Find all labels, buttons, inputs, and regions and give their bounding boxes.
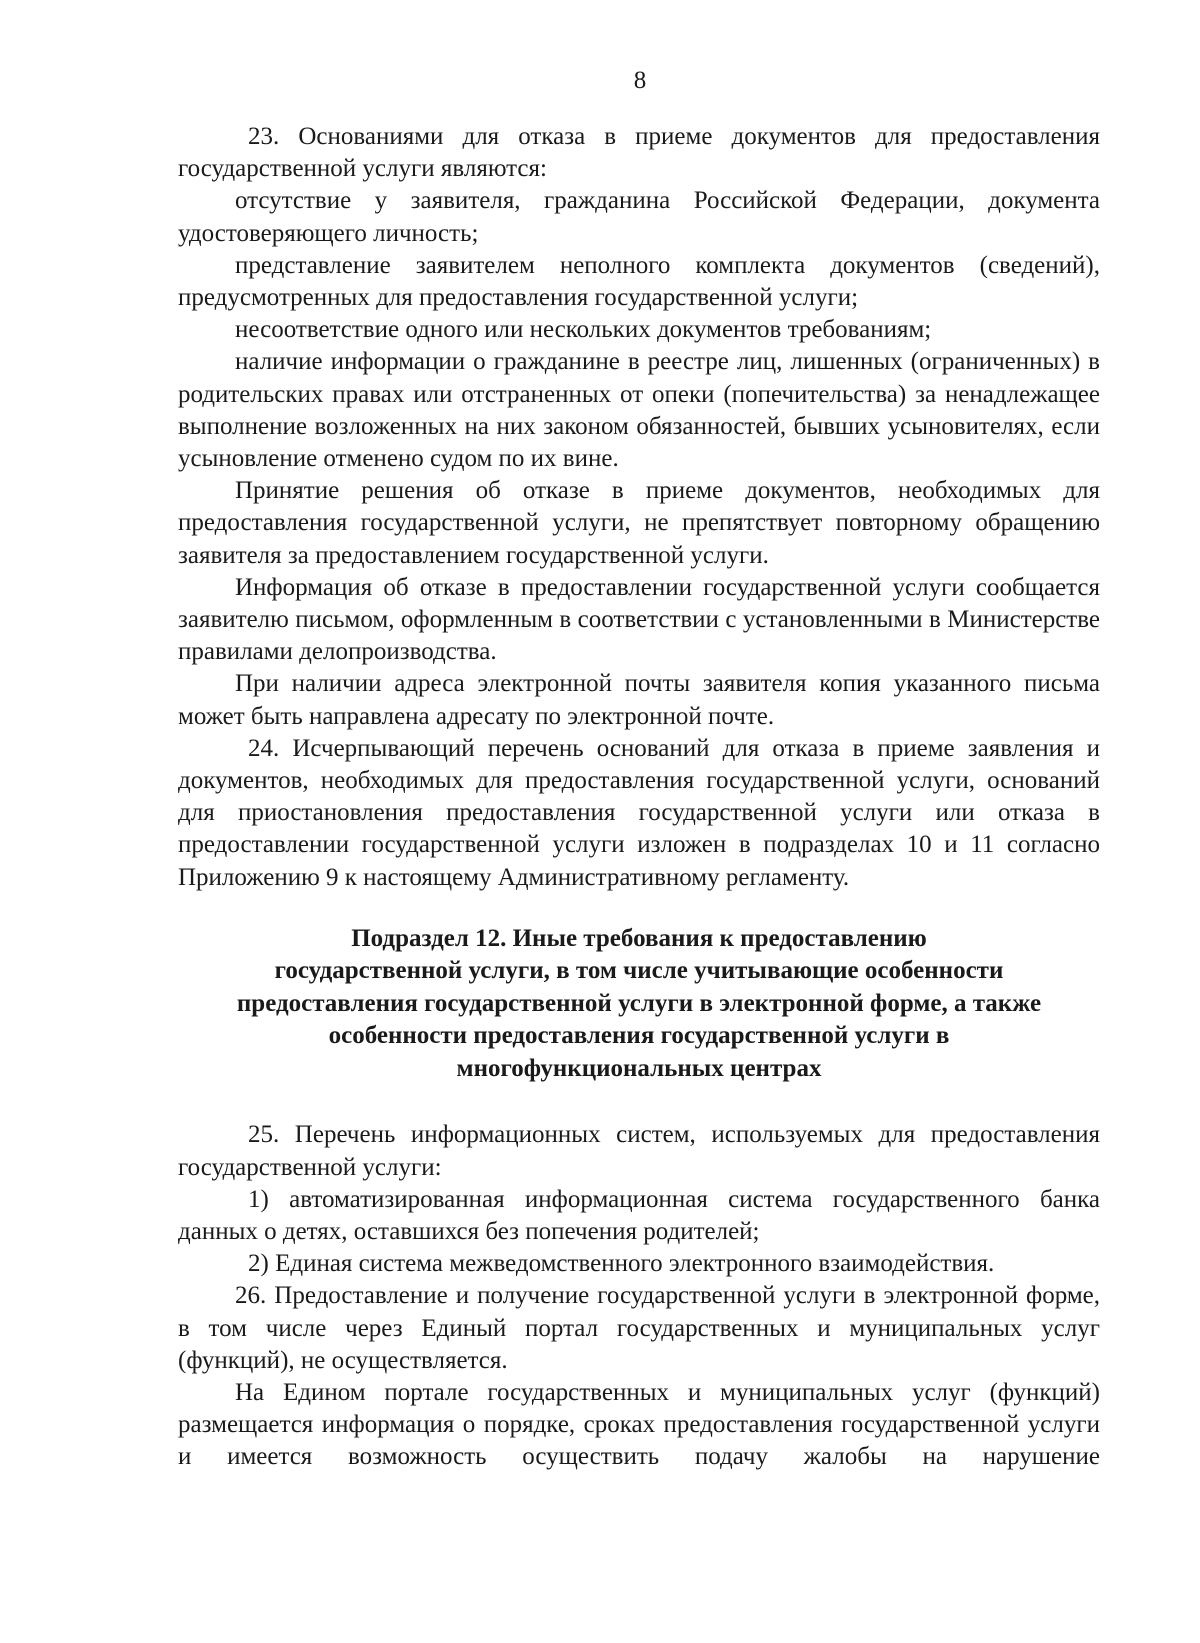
paragraph-23-item-1: отсутствие у заявителя, гражданина Российской Федерации, документа удостоверяющего личность; [178,187,1100,247]
page-number: 8 [633,67,647,94]
paragraph-portal-info: На Едином портале государственных и муниципальных услуг (функций) размещается информация о порядке, сроках предоставления государственной услуги и имеется возможность осуществить подачу жалобы на нарушение [178,1379,1100,1471]
paragraph-23-item-4: наличие информации о гражданине в реестре лиц, лишенных (ограниченных) в родительских правах или отстраненных от опеки (попечительства) за ненадлежащее выполнение возложенных на них законом обязанностей, бывших усыновителях, если усыновление отменено судом по их вине. [178,348,1100,473]
heading-line: многофункциональных центрах [456,1054,822,1082]
paragraph-23-item-3: несоответствие одного или нескольких документов требованиям; [235,316,932,344]
subsection-12-heading [178,923,1100,1086]
document-body [178,121,1100,1474]
paragraph-refusal-decision: Принятие решения об отказе в приеме документов, необходимых для предоставления государственной услуги, не препятствует повторному обращению заявителя за предоставлением государственной услуги. [178,477,1100,569]
paragraph-25-item-1: 1) автоматизированная информационная система государственного банка данных о детях, оставшихся без попечения родителей; [178,1185,1100,1245]
paragraph-24: 24. Исчерпывающий перечень оснований для отказа в приеме заявления и документов, необходимых для предоставления государственной услуги, оснований для приостановления предоставления государственной услуги или отказа в предоставлении государственной услуги изложен в подразделах 10 и 11 согласно Приложению 9 к настоящему Административному регламенту. [178,734,1100,891]
heading-line: предоставления государственной услуги в электронной форме, а также [236,989,1042,1017]
paragraph-refusal-notice: Информация об отказе в предоставлении государственной услуги сообщается заявителю письмом, оформленным в соответствии с установленными в Министерстве правилами делопроизводства. [178,573,1100,666]
paragraph-25: 25. Перечень информационных систем, используемых для предоставления государственной услуги: [178,1121,1100,1181]
heading-line: Подраздел 12. Иные требования к предоставлению [351,924,927,952]
paragraph-26: 26. Предоставление и получение государственной услуги в электронной форме, в том числе через Единый портал государственных и муниципальных услуг (функций), не осуществляется. [178,1282,1100,1374]
paragraph-23: 23. Основаниями для отказа в приеме документов для предоставления государственной услуги являются: [178,123,1100,183]
heading-line: государственной услуги, в том числе учитывающие особенности [274,957,1004,985]
paragraph-23-item-2: представление заявителем неполного комплекта документов (сведений), предусмотренных для предоставления государственной услуги; [178,251,1100,312]
paragraph-25-item-2: 2) Единая система межведомственного электронного взаимодействия. [248,1250,995,1278]
heading-line: особенности предоставления государственной услуги в [328,1022,950,1050]
paragraph-email-copy: При наличии адреса электронной почты заявителя копия указанного письма может быть направлена адресату по электронной почте. [178,670,1100,730]
